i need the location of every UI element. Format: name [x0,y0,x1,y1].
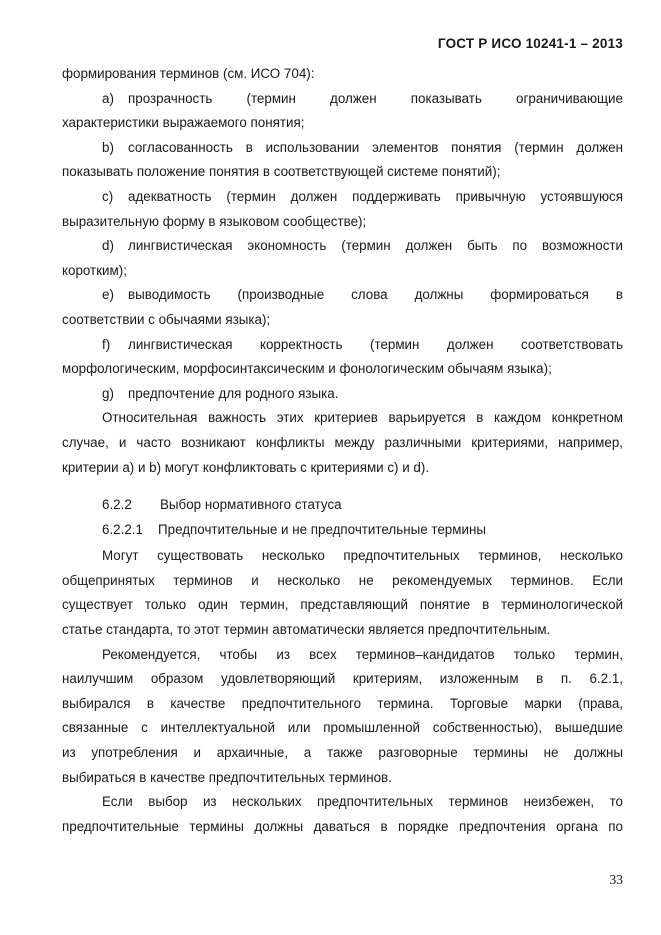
criterion-continuation: характеристики выражаемого понятия; [62,115,305,131]
page-body [62,62,623,839]
criterion-label: c) [102,188,114,204]
paragraph-line: критерии a) и b) могут конфликтовать с критериями c) и d). [62,459,430,475]
criterion-label: d) [102,238,114,254]
paragraph-line: статье стандарта, то этот термин автоматически является предпочтительным. [62,622,551,638]
criterion-label: f) [102,336,111,352]
intro-line: формирования терминов (см. ИСО 704): [62,66,315,81]
criterion-text: предпочтение для родного языка. [128,385,339,401]
criterion-text: адекватность (термин должен поддерживать привычную устоявшуюся [128,188,623,204]
criterion-item [62,382,623,407]
section-heading [62,493,623,518]
paragraph-line: выбираться в качестве предпочтительных терминов. [62,769,392,785]
paragraph-line: случае, и часто возникают конфликты между различными критериями, например, [62,434,623,450]
criterion-continuation: коротким); [62,262,127,278]
paragraph-line: Относительная важность этих критериев варьируется в каждом конкретном [102,410,623,426]
criterion-label: b) [102,139,114,155]
criterion-text: согласованность в использовании элементов понятия (термин должен [128,139,623,155]
paragraph-line: предпочтительные термины должны даваться в порядке предпочтения органа по [62,818,623,834]
section-title: Выбор нормативного статуса [160,497,342,513]
page-number: 33 [609,872,623,887]
paragraph-line: Рекомендуется, чтобы из всех терминов–кандидатов только термин, [102,646,623,662]
criterion-continuation: выразительную форму в языковом сообществе); [62,213,367,229]
standard-header: ГОСТ Р ИСО 10241-1 – 2013 [437,36,623,51]
criterion-continuation: показывать положение понятия в соответствующей системе понятий); [62,164,501,180]
subsection-heading [62,518,623,543]
criterion-continuation: соответствии с обычаями языка); [62,311,271,327]
subsection-number: 6.2.2.1 [102,521,143,537]
paragraph-line: выбирался в качестве предпочтительного термина. Торговые марки (права, [62,695,623,711]
criterion-label: a) [102,90,114,106]
paragraph-line: общепринятых терминов и несколько не рекомендуемых терминов. Если [62,572,623,588]
paragraph-line: наилучшим образом удовлетворяющий критериям, изложенным в п. 6.2.1, [62,671,623,687]
paragraph-line: связанные с интеллектуальной или промышленной собственностью), вышедшие [62,720,623,736]
criterion-label: e) [102,287,114,303]
subsection-title: Предпочтительные и не предпочтительные термины [158,521,486,537]
criterion-text: лингвистическая корректность (термин должен соответствовать [128,336,623,352]
paragraph-line: Могут существовать несколько предпочтительных терминов, несколько [102,548,623,564]
criterion-item [62,283,623,308]
criterion-item [62,234,623,259]
criterion-continuation: морфологическим, морфосинтаксическим и фонологическим обычаям языка); [62,361,552,377]
criterion-text: лингвистическая экономность (термин должен быть по возможности [128,238,623,254]
criterion-text: прозрачность (термин должен показывать ограничивающие [128,90,623,106]
criterion-item [62,333,623,358]
paragraph-line: из употребления и архаичные, а также разговорные термины не должны [62,745,623,761]
paragraph-line: существует только один термин, представляющий понятие в терминологической [62,597,623,613]
paragraph-line: Если выбор из нескольких предпочтительных терминов неизбежен, то [102,794,623,810]
criterion-label: g) [102,385,114,401]
criterion-item [62,87,623,112]
criterion-text: выводимость (производные слова должны формироваться в [128,287,623,303]
criterion-item [62,185,623,210]
criterion-item [62,136,623,161]
section-number: 6.2.2 [102,497,132,513]
